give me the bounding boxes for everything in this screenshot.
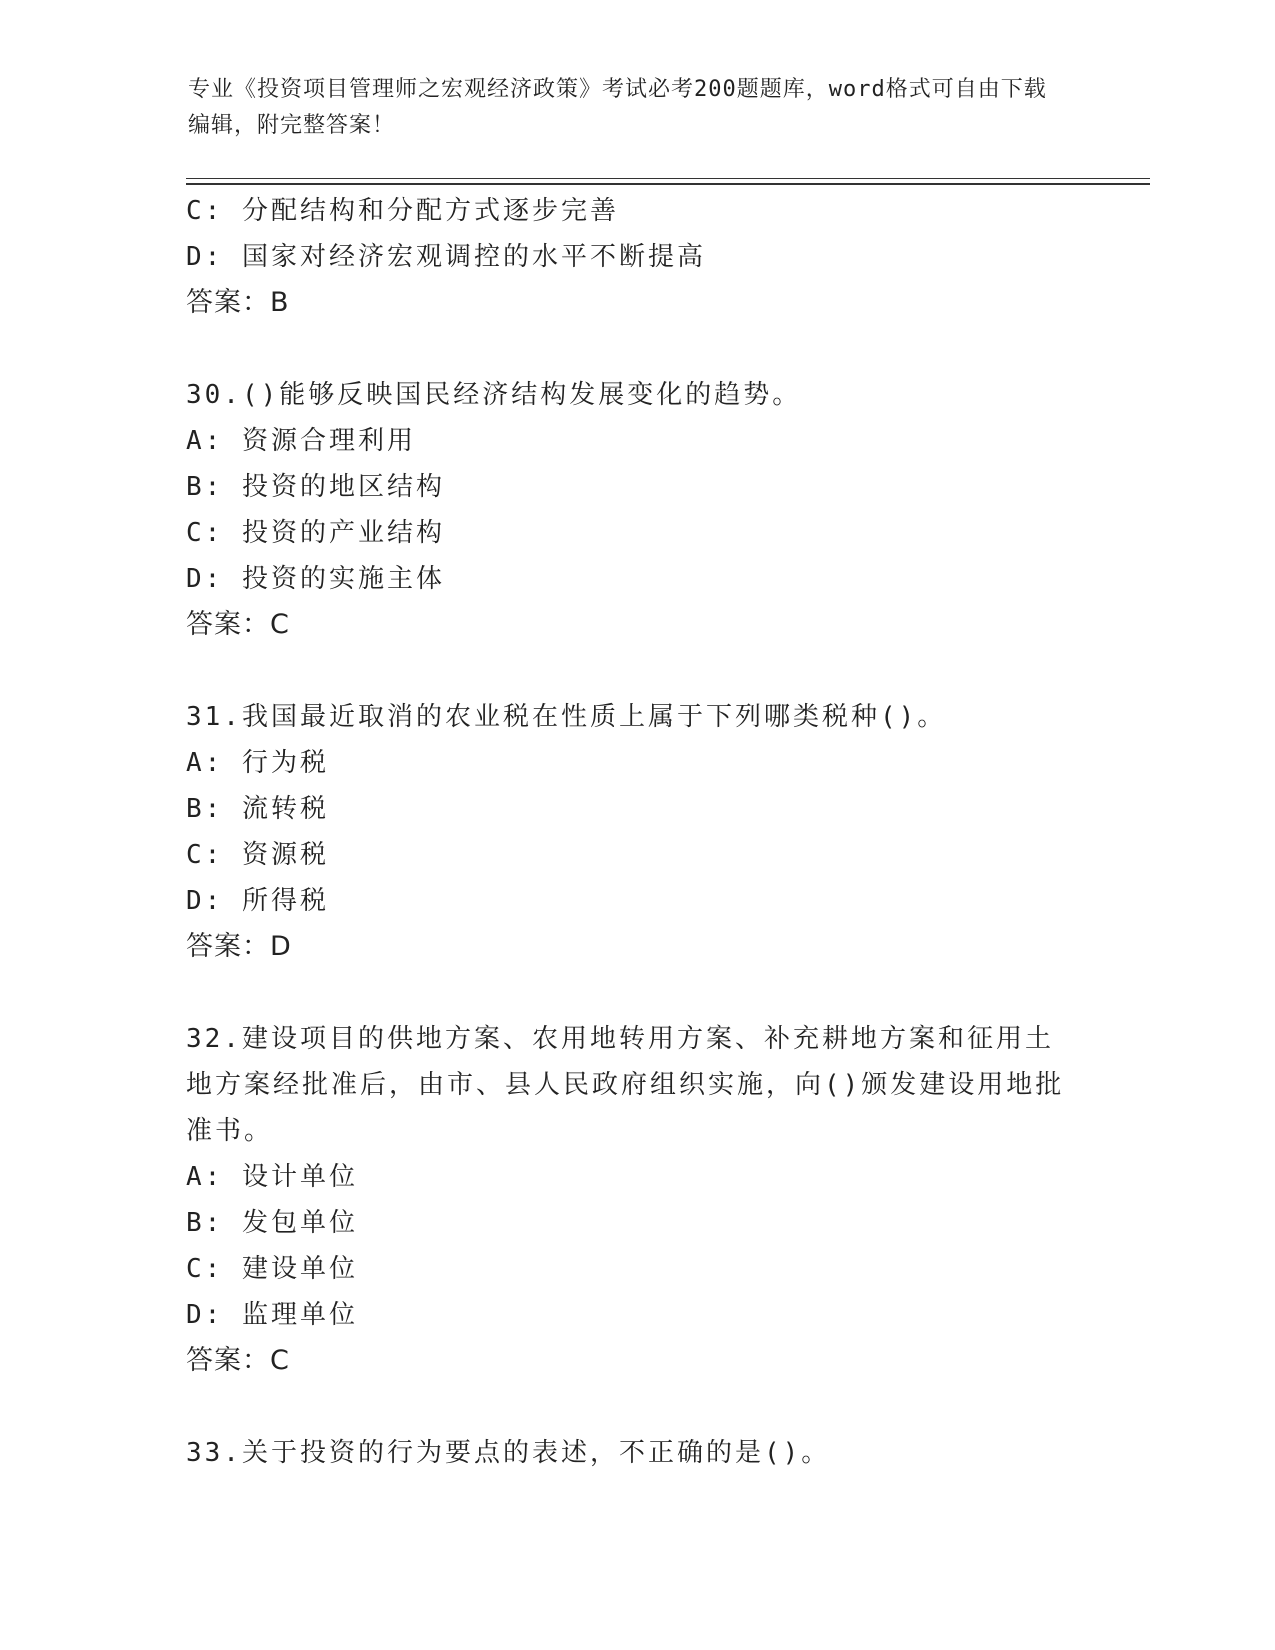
question-text: 33.关于投资的行为要点的表述，不正确的是()。 [186, 1438, 831, 1468]
answer: 答案：C [186, 609, 290, 640]
question-text: 31.我国最近取消的农业税在性质上属于下列哪类税种()。 [186, 702, 947, 732]
option-c: C: 资源税 [186, 840, 329, 870]
question-text: 32.建设项目的供地方案、农用地转用方案、补充耕地方案和征用土地方案经批准后，由市、县人民政府组织实施，向()颁发建设用地批准书。 [186, 1024, 1065, 1146]
option-d: D: 国家对经济宏观调控的水平不断提高 [186, 242, 706, 272]
document-header: 专业《投资项目管理师之宏观经济政策》考试必考200题题库，word格式可自由下载编辑，附完整答案！ [188, 77, 1047, 138]
question-text: 30.()能够反映国民经济结构发展变化的趋势。 [186, 380, 802, 410]
header-divider-thick [186, 183, 1150, 185]
answer: 答案：B [186, 287, 290, 318]
option-d: D: 投资的实施主体 [186, 564, 445, 594]
option-c: C: 投资的产业结构 [186, 518, 445, 548]
option-c: C: 建设单位 [186, 1254, 358, 1284]
option-a: A: 行为税 [186, 748, 329, 778]
option-d: D: 监理单位 [186, 1300, 358, 1330]
answer: 答案：C [186, 1345, 290, 1376]
option-c: C: 分配结构和分配方式逐步完善 [186, 196, 619, 226]
option-b: B: 投资的地区结构 [186, 472, 445, 502]
option-d: D: 所得税 [186, 886, 329, 916]
option-a: A: 资源合理利用 [186, 426, 416, 456]
header-divider-thin [186, 178, 1150, 179]
option-b: B: 流转税 [186, 794, 329, 824]
option-b: B: 发包单位 [186, 1208, 358, 1238]
question-list [186, 188, 1086, 1476]
option-a: A: 设计单位 [186, 1162, 358, 1192]
answer: 答案：D [186, 931, 292, 962]
